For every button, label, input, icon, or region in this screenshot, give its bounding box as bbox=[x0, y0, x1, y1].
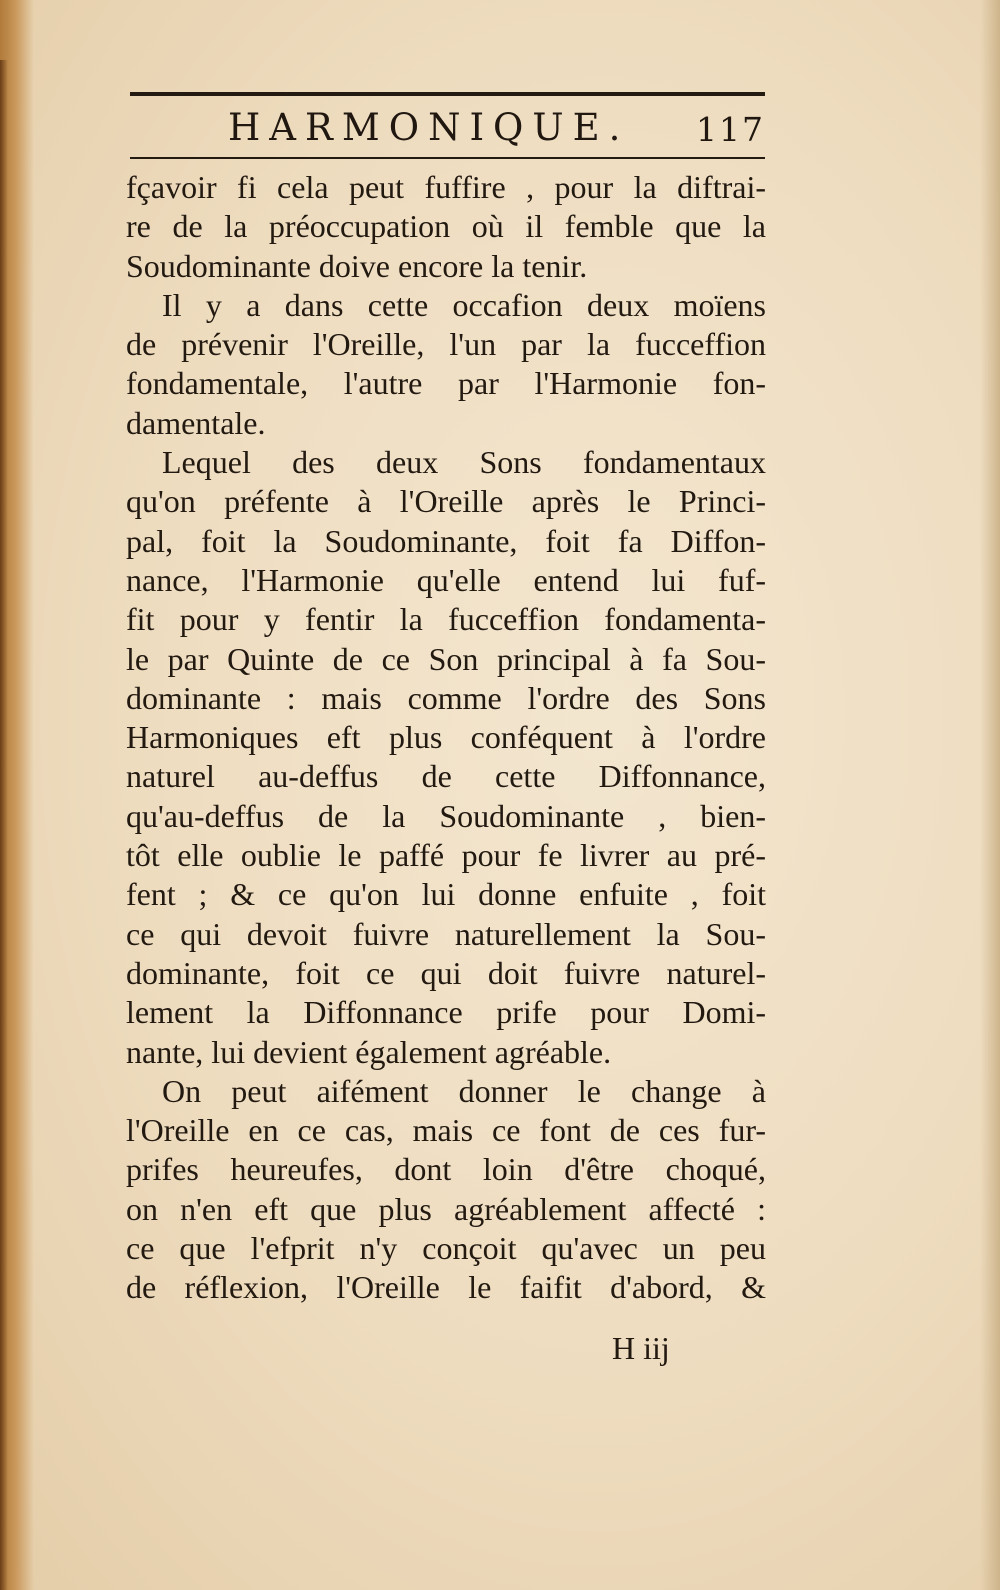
text-line: qu'on préfente à l'Oreille après le Princi- bbox=[126, 483, 766, 520]
text-line: On peut aifément donner le change à bbox=[162, 1072, 766, 1109]
text-line: lement la Diffonnance prife pour Domi- bbox=[126, 994, 766, 1031]
text-line: fondamentale, l'autre par l'Harmonie fon- bbox=[126, 365, 766, 402]
spine-edge bbox=[0, 60, 8, 1590]
text-line: ce qui devoit fuivre naturellement la Sou- bbox=[126, 915, 766, 952]
text-line: fçavoir fi cela peut fuffire , pour la diftrai- bbox=[126, 169, 766, 205]
text-line: fit pour y fentir la fucceffion fondamenta- bbox=[126, 601, 766, 638]
running-head bbox=[130, 100, 765, 156]
text-line: de prévenir l'Oreille, l'un par la fucceffion bbox=[126, 326, 766, 363]
text-line: ce que l'efprit n'y conçoit qu'avec un peu bbox=[126, 1230, 766, 1267]
text-line: nance, l'Harmonie qu'elle entend lui fuf- bbox=[126, 561, 766, 598]
text-line: Harmoniques eft plus conféquent à l'ordre bbox=[126, 719, 766, 756]
text-line: tôt elle oublie le paffé pour fe livrer au pré- bbox=[126, 837, 766, 874]
text-line: damentale. bbox=[126, 404, 266, 441]
text-line: dominante, foit ce qui doit fuivre naturel- bbox=[126, 954, 766, 991]
text-line: Soudominante doive encore la tenir. bbox=[126, 247, 588, 284]
page-number: 117 bbox=[696, 110, 765, 149]
text-line: le par Quinte de ce Son principal à fa Sou- bbox=[126, 640, 766, 677]
text-line: l'Oreille en ce cas, mais ce font de ces fur- bbox=[126, 1112, 766, 1149]
text-line: fent ; & ce qu'on lui donne enfuite , foit bbox=[126, 876, 766, 913]
text-line: Lequel des deux Sons fondamentaux bbox=[162, 444, 766, 481]
text-line: re de la préoccupation où il femble que la bbox=[126, 208, 766, 245]
signature-mark: H iij bbox=[612, 1330, 670, 1366]
text-line: naturel au-deffus de cette Diffonnance, bbox=[126, 758, 766, 795]
text-line: Il y a dans cette occafion deux moïens bbox=[162, 286, 766, 323]
body-text bbox=[126, 168, 766, 1308]
running-title: HARMONIQUE. bbox=[228, 106, 630, 149]
text-line: de réflexion, l'Oreille le faifit d'abord, & bbox=[126, 1269, 766, 1306]
page-edge bbox=[980, 0, 1000, 1590]
text-line: dominante : mais comme l'ordre des Sons bbox=[126, 679, 766, 716]
text-line: qu'au-deffus de la Soudominante , bien- bbox=[126, 797, 766, 834]
header-rule-bottom bbox=[130, 157, 765, 159]
header-rule-top bbox=[130, 92, 765, 96]
text-line: nante, lui devient également agréable. bbox=[126, 1033, 612, 1070]
text-line: on n'en eft que plus agréablement affecté : bbox=[126, 1190, 766, 1227]
text-line: prifes heureufes, dont loin d'être choqué, bbox=[126, 1151, 766, 1188]
text-line: pal, foit la Soudominante, foit fa Diffon- bbox=[126, 522, 766, 559]
